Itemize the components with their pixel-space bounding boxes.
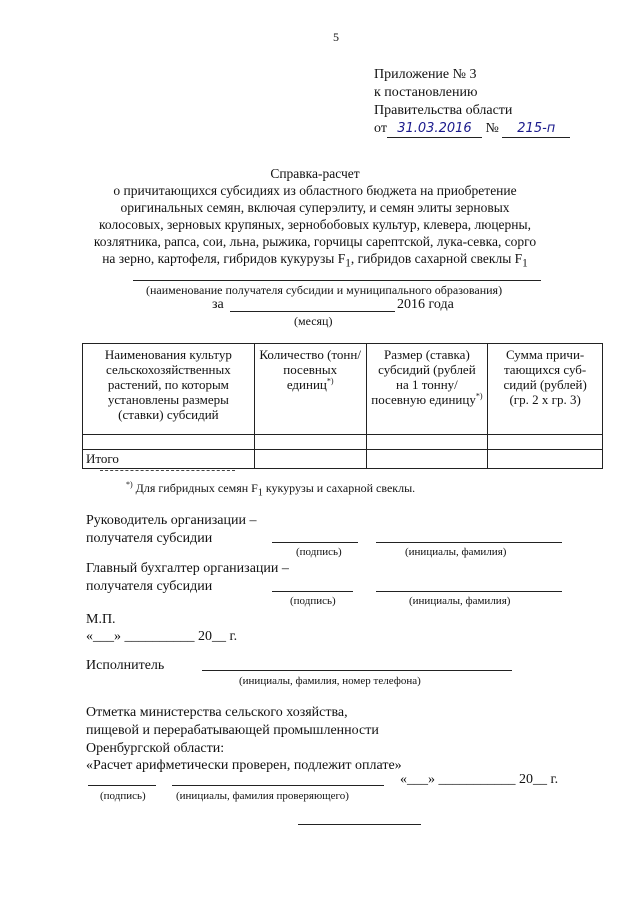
head-name-caption: (инициалы, фамилия) <box>405 546 507 558</box>
executor-caption: (инициалы, фамилия, номер телефона) <box>239 675 421 687</box>
ministry-name-caption: (инициалы, фамилия проверяющего) <box>176 790 349 802</box>
footnote-text: кукурузы и сахарной свеклы. <box>262 481 416 495</box>
title-heading: Справка-расчет <box>270 166 360 181</box>
document-title <box>80 165 550 273</box>
table-cell[interactable] <box>488 435 603 450</box>
head-signature-caption: (подпись) <box>296 546 342 558</box>
table-total-row <box>83 450 603 469</box>
accountant-label-line1: Главный бухгалтер организации – <box>86 561 289 576</box>
subscript: 1 <box>522 257 528 270</box>
subscript: 1 <box>257 487 263 499</box>
head-signature-line[interactable] <box>272 542 358 543</box>
title-line: колосовых, зерновых крупяных, зернобобовых культур, клевера, люцерны, <box>99 217 531 232</box>
ministry-name-line[interactable] <box>172 785 384 786</box>
ministry-signature-line[interactable] <box>88 785 156 786</box>
recipient-field-line[interactable] <box>133 280 541 281</box>
appendix-date-line <box>374 120 570 138</box>
table-cell[interactable] <box>254 435 366 450</box>
subsidy-table <box>82 343 603 469</box>
total-label: Итого <box>83 450 255 469</box>
header-amount <box>488 344 603 435</box>
period-year: 2016 года <box>397 297 454 312</box>
accountant-label-line2: получателя субсидии <box>86 579 213 594</box>
header-text: Наименования культур сельскохозяйственных растений, по которым установлены размеры (ставки) субсидий <box>104 347 232 422</box>
table-header-row <box>83 344 603 435</box>
subscript: 1 <box>345 257 351 270</box>
ministry-line3: Оренбургской области: <box>86 741 225 756</box>
ministry-line4: «Расчет арифметически проверен, подлежит оплате» <box>86 758 402 773</box>
title-text: , гибридов сахарной свеклы F <box>350 251 523 266</box>
accountant-signature-line[interactable] <box>272 591 353 592</box>
appendix-government: Правительства области <box>374 103 513 118</box>
month-field-line[interactable] <box>230 311 395 312</box>
accountant-name-line[interactable] <box>376 591 562 592</box>
month-caption: (месяц) <box>294 314 333 328</box>
period-prefix: за <box>212 297 224 312</box>
handwritten-date: 31.03.2016 <box>387 120 482 138</box>
stamp-label: М.П. <box>86 612 116 627</box>
appendix-title: Приложение № 3 <box>374 67 477 82</box>
table-cell[interactable] <box>366 450 488 469</box>
recipient-caption: (наименование получателя субсидии и муниципального образования) <box>146 283 503 297</box>
ministry-line2: пищевой и перерабатывающей промышленности <box>86 723 379 738</box>
header-crop <box>83 344 255 435</box>
footnote-mark: *) <box>326 376 334 386</box>
appendix-resolution: к постановлению <box>374 85 478 100</box>
header-text: Сумма причи- тающихся суб- сидий (рублей) (гр. 2 х гр. 3) <box>503 347 587 407</box>
table-cell[interactable] <box>83 435 255 450</box>
footnote-separator <box>100 470 235 471</box>
page-number: 5 <box>333 30 339 44</box>
title-line: оригинальных семян, включая суперэлиту, и семян элиты зерновых <box>120 200 510 215</box>
head-label-line1: Руководитель организации – <box>86 513 257 528</box>
accountant-signature-caption: (подпись) <box>290 595 336 607</box>
table-row <box>83 435 603 450</box>
title-text: на зерно, картофеля, гибридов кукурузы F <box>102 251 346 266</box>
footnote <box>126 481 415 500</box>
table-cell[interactable] <box>254 450 366 469</box>
table-cell[interactable] <box>488 450 603 469</box>
footnote-mark: *) <box>475 391 483 401</box>
header-text: Количество (тонн/посевных единиц <box>259 347 361 392</box>
head-label-line2: получателя субсидии <box>86 531 213 546</box>
executor-field-line[interactable] <box>202 670 512 671</box>
date-prefix: от <box>374 121 387 136</box>
title-line: о причитающихся субсидиях из областного бюджета на приобретение <box>113 183 517 198</box>
footnote-mark: *) <box>126 480 133 489</box>
header-rate <box>366 344 488 435</box>
ministry-line1: Отметка министерства сельского хозяйства, <box>86 705 348 720</box>
executor-label: Исполнитель <box>86 658 165 673</box>
header-quantity <box>254 344 366 435</box>
ministry-date-line[interactable]: «___» ___________ 20__ г. <box>400 772 559 787</box>
table-cell[interactable] <box>366 435 488 450</box>
head-name-line[interactable] <box>376 542 562 543</box>
ministry-signature-caption: (подпись) <box>100 790 146 802</box>
accountant-name-caption: (инициалы, фамилия) <box>409 595 511 607</box>
handwritten-number: 215-п <box>502 120 570 138</box>
number-prefix: № <box>485 121 499 136</box>
closing-line <box>298 824 421 825</box>
signature-date-line[interactable]: «___» __________ 20__ г. <box>86 629 238 644</box>
title-line: козлятника, рапса, сои, льна, рыжика, горчицы сарептской, лука-севка, сорго <box>93 234 537 249</box>
title-line <box>80 250 550 273</box>
header-text: Размер (ставка) субсидий (рублей на 1 тонну/ посевную единицу <box>371 347 476 407</box>
footnote-text: Для гибридных семян F <box>135 481 258 495</box>
